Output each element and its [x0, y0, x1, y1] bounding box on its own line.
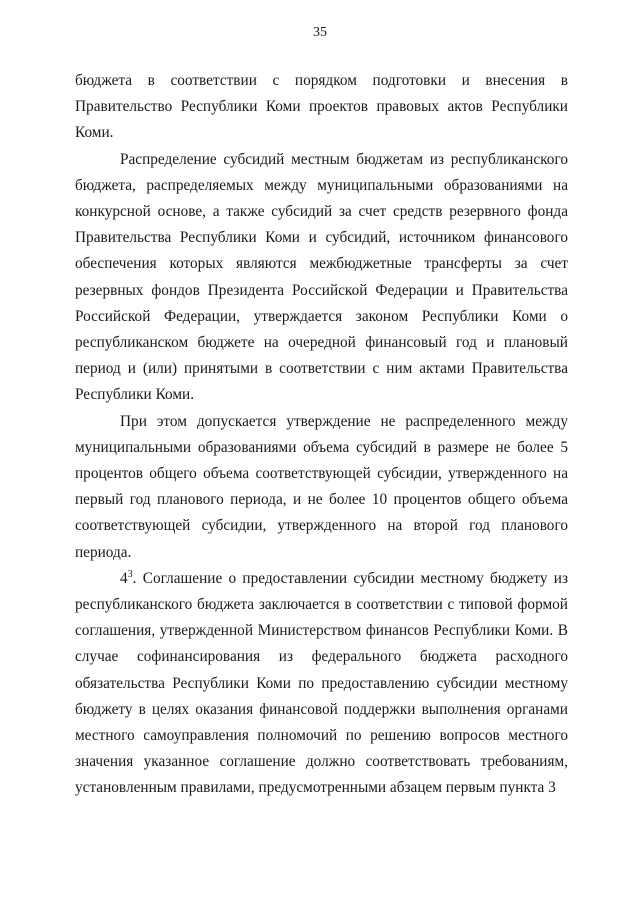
document-body — [75, 68, 568, 802]
clause-text: . Соглашение о предоставлении субсидии местному бюджету из республиканского бюджета заключается в соответствии с типовой формой соглашения, утвержденной Министерством финансов Республики Коми. В случае софинансирования из федерального бюджета расходного обязательства Республики Коми по предоставлению субсидии местному бюджету в целях оказания финансовой поддержки выполнения органами местного самоуправления полномочий по решению вопросов местного значения указанное соглашение должно соответствовать требованиям, установленным правилами, предусмотренными абзацем первым пункта 3 — [75, 569, 568, 797]
paragraph-subsidy-distribution: Распределение субсидий местным бюджетам из республиканского бюджета, распределяемых между муниципальными образованиями на конкурсной основе, а также субсидий за счет средств резервного фонда Правительства Республики Коми и субсидий, источником финансового обеспечения которых являются межбюджетные трансферты за счет резервных фондов Президента Российской Федерации и Правительства Российской Федерации, утверждается законом Республики Коми о республиканском бюджете на очередной финансовый год и плановый период и (или) принятыми в соответствии с ним актами Правительства Республики Коми. — [75, 150, 568, 404]
paragraph-undistributed-volume: При этом допускается утверждение не распределенного между муниципальными образованиями объема субсидий в размере не более 5 процентов общего объема соответствующей субсидии, утвержденного на первый год планового периода, и не более 10 процентов общего объема соответствующей субсидии, утвержденного на второй год планового периода. — [75, 412, 568, 561]
paragraph-continuation: бюджета в соответствии с порядком подготовки и внесения в Правительство Республики Коми проектов правовых актов Республики Коми. — [75, 72, 568, 142]
paragraph-clause-4-3 — [75, 566, 568, 802]
page-number: 35 — [313, 25, 327, 40]
clause-superscript: 3 — [127, 568, 133, 580]
clause-number: 4 — [120, 569, 128, 587]
